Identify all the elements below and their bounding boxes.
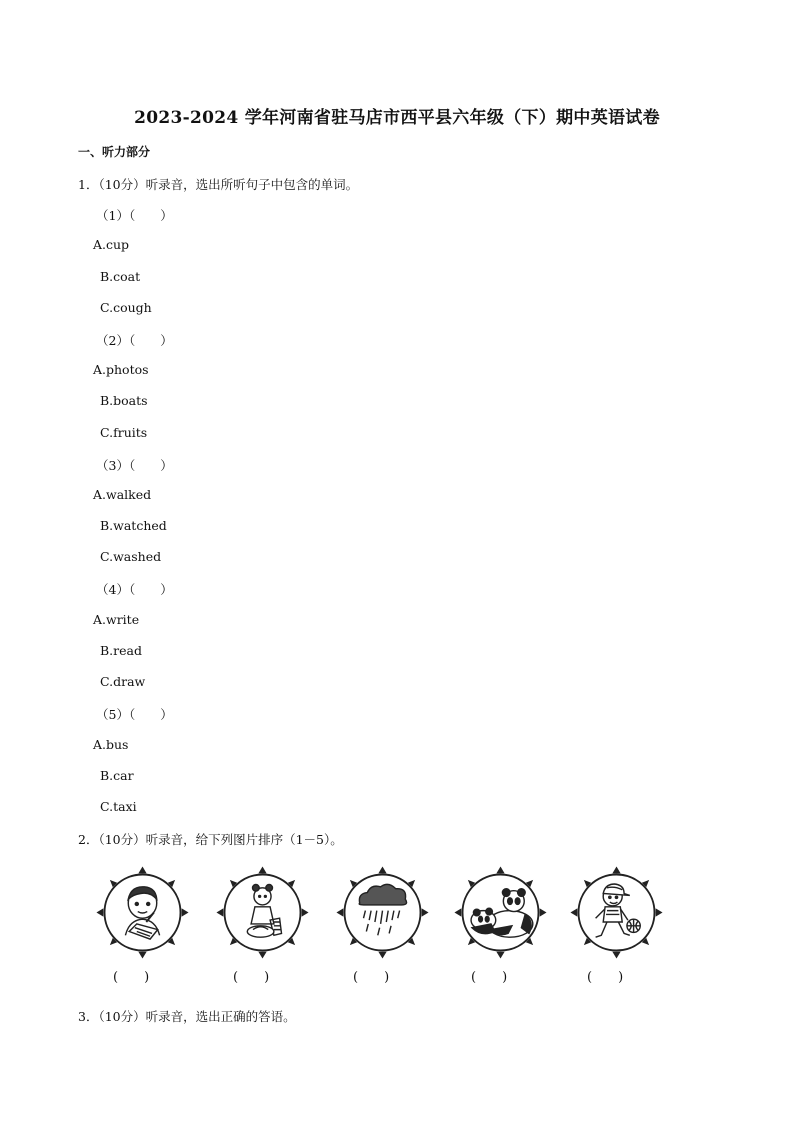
q1-item-1-option-b: B.coat	[100, 269, 141, 284]
q1-item-3-option-c: C.washed	[100, 549, 162, 564]
q1-item-4-option-b: B.read	[100, 643, 142, 658]
picture-5-blank: ( )	[587, 970, 624, 985]
q1-item-1-option-a: A.cup	[93, 237, 130, 252]
question-3-stem: 3．（10分）听录音，选出正确的答语。	[78, 1009, 296, 1024]
q1-item-5-option-a: A.bus	[93, 737, 129, 752]
section-heading-listening: 一、听力部分	[78, 145, 151, 159]
picture-2-blank: ( )	[233, 970, 270, 985]
question-1-stem: 1．（10分）听录音，选出所听句子中包含的单词。	[78, 177, 359, 192]
q1-item-4-option-a: A.write	[93, 612, 140, 627]
q1-item-3-option-a: A.walked	[93, 487, 152, 502]
q1-item-4-option-c: C.draw	[100, 674, 146, 689]
rain-cloud-icon	[335, 865, 430, 985]
picture-row	[95, 865, 675, 985]
q1-item-2-option-a: A.photos	[93, 362, 149, 377]
girl-washing-icon	[215, 865, 310, 985]
q1-item-5-option-c: C.taxi	[100, 799, 137, 814]
q1-item-5-number: （5）（ ）	[96, 707, 173, 722]
pandas-icon	[453, 865, 548, 985]
q1-item-2-number: （2）（ ）	[96, 333, 173, 348]
q1-item-3-option-b: B.watched	[100, 518, 167, 533]
q1-item-4-number: （4）（ ）	[96, 582, 173, 597]
q1-item-2-option-b: B.boats	[100, 393, 148, 408]
picture-3-blank: ( )	[353, 970, 390, 985]
page-title: 2023-2024 学年河南省驻马店市西平县六年级（下）期中英语试卷	[134, 108, 660, 128]
q1-item-5-option-b: B.car	[100, 768, 134, 783]
q1-item-2-option-c: C.fruits	[100, 425, 148, 440]
picture-1-blank: ( )	[113, 970, 150, 985]
picture-4-blank: ( )	[471, 970, 508, 985]
q1-item-3-number: （3）（ ）	[96, 458, 173, 473]
boy-writing-icon	[95, 865, 190, 985]
boy-basketball-icon	[569, 865, 664, 985]
question-2-stem: 2．（10分）听录音，给下列图片排序（1－5）。	[78, 832, 343, 847]
q1-item-1-option-c: C.cough	[100, 300, 152, 315]
q1-item-1-number: （1）（ ）	[96, 208, 173, 223]
